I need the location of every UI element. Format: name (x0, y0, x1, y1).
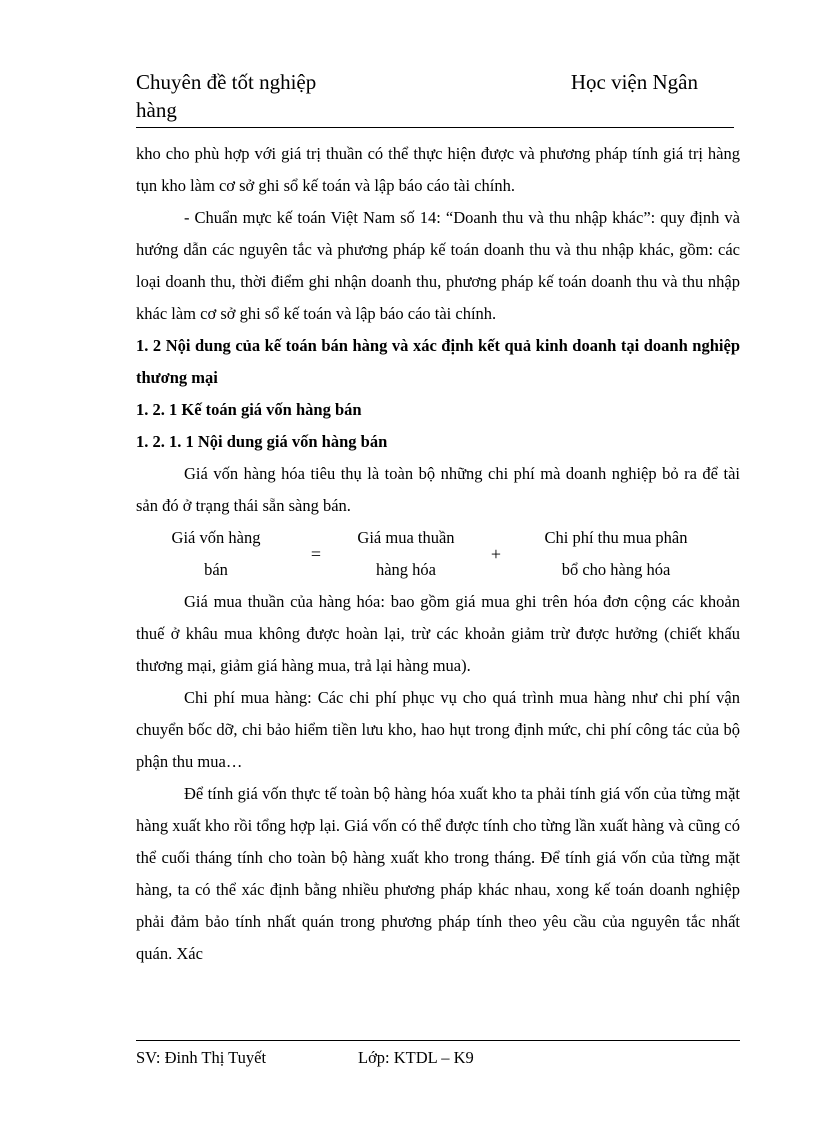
header-institution: Học viện Ngân (570, 70, 698, 94)
footer-student-name: SV: Đinh Thị Tuyết (136, 1048, 267, 1067)
formula-term2-line2: hàng hóa (375, 560, 437, 579)
page-header (136, 68, 734, 124)
footer-class: Lớp: KTDL – K9 (358, 1048, 474, 1067)
paragraph-4: Giá mua thuần của hàng hóa: bao gồm giá mua ghi trên hóa đơn cộng các khoản thuế ở khâu mua không được hoàn lại, trừ các khoản giảm trừ được hưởng (chiết khấu thương mại, giảm giá hàng mua, trả lại hàng mua). (136, 592, 740, 675)
formula-term2-line1: Giá mua thuần (357, 528, 455, 547)
equals-sign: = (310, 543, 322, 564)
section-heading-1-2: 1. 2 Nội dung của kế toán bán hàng và xác định kết quả kinh doanh tại doanh nghiệp thương mại (136, 336, 740, 387)
page-footer (136, 1046, 474, 1070)
paragraph-3: Giá vốn hàng hóa tiêu thụ là toàn bộ những chi phí mà doanh nghiệp bỏ ra để tài sản đó ở trạng thái sẵn sàng bán. (136, 464, 740, 515)
header-continuation: hàng (136, 98, 177, 122)
cost-formula (136, 522, 740, 586)
paragraph-1: kho cho phù hợp với giá trị thuần có thể thực hiện được và phương pháp tính giá trị hàng tụn kho làm cơ sở ghi sổ kế toán và lập báo cáo tài chính. (136, 144, 740, 195)
section-heading-1-2-1: 1. 2. 1 Kế toán giá vốn hàng bán (136, 400, 362, 419)
paragraph-5: Chi phí mua hàng: Các chi phí phục vụ cho quá trình mua hàng như chi phí vận chuyển bốc dỡ, chi bảo hiểm tiền lưu kho, hao hụt trong định mức, chi phí công tác của bộ phận thu mua… (136, 688, 740, 771)
formula-term-cost-of-goods (136, 522, 296, 586)
header-row (136, 68, 734, 96)
section-heading-1-2-1-1: 1. 2. 1. 1 Nội dung giá vốn hàng bán (136, 432, 388, 451)
formula-term1-line2: bán (204, 560, 228, 579)
formula-term1-line1: Giá vốn hàng (171, 528, 261, 547)
document-body (136, 138, 740, 970)
formula-term-purchase-cost (516, 522, 716, 586)
plus-sign: + (490, 543, 502, 564)
paragraph-6: Để tính giá vốn thực tế toàn bộ hàng hóa xuất kho ta phải tính giá vốn của từng mặt hàng xuất kho rồi tổng hợp lại. Giá vốn có thể được tính cho từng lần xuất hàng và cũng có thể cuối tháng tính cho toàn bộ hàng xuất kho trong tháng. Để tính giá vốn của từng mặt hàng, ta có thể xác định bằng nhiều phương pháp khác nhau, xong kế toán doanh nghiệp phải đảm bảo tính nhất quán trong phương pháp tính theo yêu cầu của nguyên tắc nhất quán. Xác (136, 784, 740, 963)
formula-term3-line1: Chi phí thu mua phân (544, 528, 688, 547)
footer-divider (136, 1040, 740, 1041)
header-divider (136, 127, 734, 128)
paragraph-2: - Chuẩn mực kế toán Việt Nam số 14: “Doanh thu và thu nhập khác”: quy định và hướng dẫn các nguyên tắc và phương pháp kế toán doanh thu và thu nhập khác, gồm: các loại doanh thu, thời điểm ghi nhận doanh thu, phương pháp kế toán doanh thu và thu nhập khác làm cơ sở ghi sổ kế toán và lập báo cáo tài chính. (136, 208, 740, 323)
formula-term-net-purchase-price (336, 522, 476, 586)
header-thesis-title: Chuyên đề tốt nghiệp (136, 70, 317, 94)
formula-term3-line2: bổ cho hàng hóa (561, 560, 671, 579)
